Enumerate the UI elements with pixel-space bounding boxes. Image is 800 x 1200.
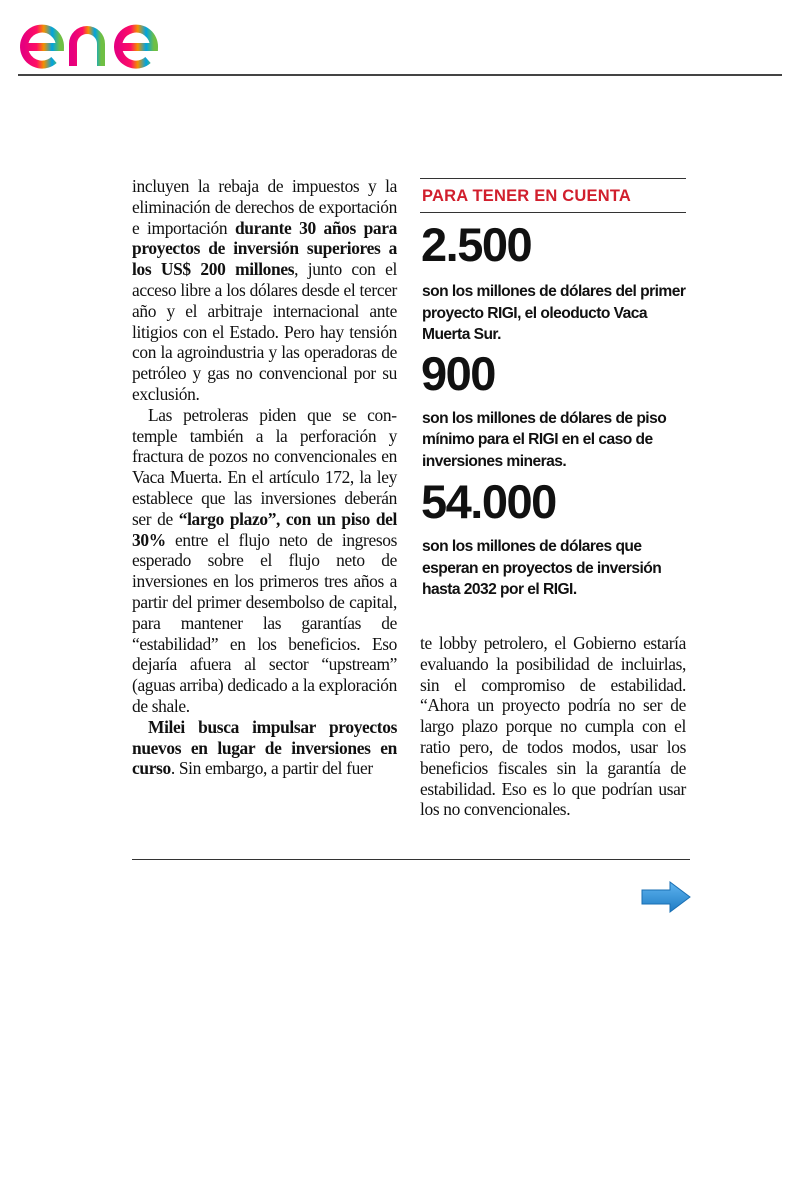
info-box <box>420 178 686 601</box>
article-right-column <box>420 633 686 820</box>
right-arrow-icon[interactable] <box>640 880 692 914</box>
article-paragraph-3: Milei busca impulsar proyectos nuevos en lugar de inversiones en curso. Sin embargo, a partir del fuer <box>132 716 397 779</box>
enel-logo <box>18 2 193 72</box>
stat-number: 54.000 <box>421 475 556 528</box>
stat-description: son los millones de dólares de piso mínimo para el RIGI en el caso de inversiones mineras. <box>422 409 667 470</box>
stat-number: 2.500 <box>421 218 532 271</box>
article-paragraph-4: te lobby petrolero, el Gobierno estaría evaluando la posibilidad de incluirlas, sin el compromiso de estabilidad. “Ahora un proyecto podría no ser de largo plazo porque no cumpla con el ratio pero, de todos modos, usar los beneficios fiscales sin la garantía de estabilidad. Eso es lo que podrían usar los no convencionales. <box>420 633 686 820</box>
stat-description: son los millones de dólares que esperan en proyectos de inversión hasta 2032 por el RIGI. <box>422 538 662 598</box>
article-left-column <box>132 176 397 779</box>
stat-description: son los millones de dólares del primer proyecto RIGI, el oleoducto Vaca Muerta Sur. <box>422 283 686 343</box>
header-rule <box>18 74 782 76</box>
stat-number: 900 <box>421 346 495 400</box>
article-paragraph-1: incluyen la rebaja de impuestos y la eliminación de derechos de exportación e importación durante 30 años para proyectos de inversión superiores a los US$ 200 millones, junto con el acceso libre a los dólares desde el tercer año y el arbitraje internacional ante litigios con el Estado. Pero hay tensión con la agroindustria y las operadoras de petróleo y gas no convencional por su exclusión. <box>132 176 397 404</box>
article-paragraph-2: Las petroleras piden que se contemple también a la perforación y fractura de pozos no convencionales en Vaca Muerta. En el artículo 172, la ley establece que las inversiones deberán ser de “largo plazo”, con un piso del 30% entre el flujo neto de ingresos esperado sobre el flujo neto de inversiones en los primeros tres años a partir del primer desembolso de capital, para mantener las garantías de “estabilidad” en los beneficios. Eso dejaría afuera al sector “upstream” (aguas arriba) dedicado a la exploración de shale. <box>132 404 397 716</box>
info-box-heading: PARA TENER EN CUENTA <box>422 187 632 205</box>
footer-rule <box>132 859 690 860</box>
